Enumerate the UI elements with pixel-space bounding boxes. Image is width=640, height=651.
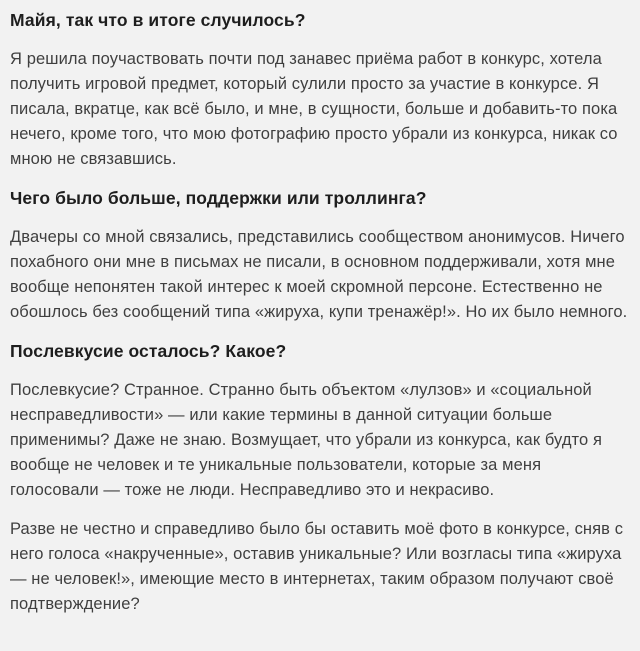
question-heading-1: Майя, так что в итоге случилось? [10,10,306,30]
answer-paragraph-3: Послевкусие? Странное. Странно быть объектом «лулзов» и «социальной несправедливости» — или какие термины в данной ситуации больше применимы? Даже не знаю. Возмущает, что убрали из конкурса, как будто я вообще не человек и те уникальные пользователи, которые за меня голосовали — тоже не люди. Несправедливо это и некрасиво. [10,381,603,499]
question-heading-3: Послевкусие осталось? Какое? [10,341,287,361]
question-heading-2: Чего было больше, поддержки или троллинга? [10,188,427,208]
answer-paragraph-4: Разве не честно и справедливо было бы оставить моё фото в конкурсе, сняв с него голоса «накрученные», оставив уникальные? Или возгласы типа «жируха — не человек!», имеющие место в интернетах, таким образом получают своё подтверждение? [10,520,624,613]
answer-paragraph-1: Я решила поучаствовать почти под занавес приёма работ в конкурс, хотела получить игровой предмет, который сулили просто за участие в конкурсе. Я писала, вкратце, как всё было, и мне, в сущности, больше и добавить-то пока нечего, кроме того, что мою фотографию просто убрали из конкурса, никак со мною не связавшись. [10,50,618,168]
answer-paragraph-2: Двачеры со мной связались, представились сообществом анонимусов. Ничего похабного они мне в письмах не писали, в основном поддерживали, хотя мне вообще непонятен такой интерес к моей скромной персоне. Естественно не обошлось без сообщений типа «жируха, купи тренажёр!». Но их было немного. [10,228,628,321]
